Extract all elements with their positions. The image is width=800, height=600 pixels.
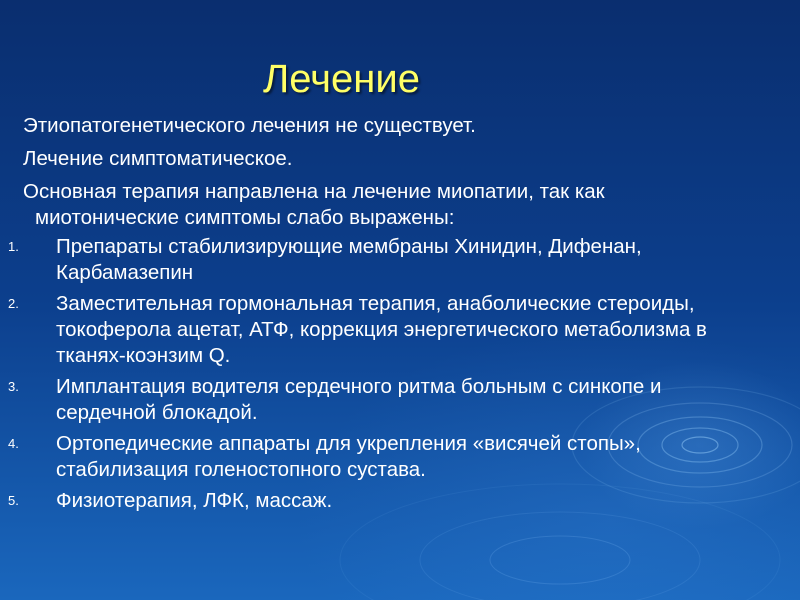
intro-paragraph: Лечение симптоматическое. (23, 147, 293, 170)
list-item-number: 5. (8, 493, 19, 508)
list-item-text: Физиотерапия, ЛФК, массаж. (56, 489, 333, 512)
slide-title: Лечение (263, 57, 420, 101)
list-item-number: 4. (8, 436, 19, 451)
list-item-number: 1. (8, 239, 19, 254)
list-item-text: Ортопедические аппараты для укрепления «висячей стопы», стабилизация голеностопного сустава. (56, 432, 641, 481)
list-item (0, 488, 800, 514)
list-item (0, 374, 800, 426)
list-item-number: 3. (8, 379, 19, 394)
list-item (0, 431, 800, 483)
list-item-text: Имплантация водителя сердечного ритма больным с синкопе и сердечной блокадой. (56, 375, 662, 424)
list-item (0, 234, 800, 286)
list-item (0, 291, 800, 369)
slide-body (0, 113, 800, 519)
list-item-number: 2. (8, 296, 19, 311)
treatment-list (0, 234, 800, 514)
intro-paragraph: Основная терапия направлена на лечение миопатии, так как миотонические симптомы слабо выражены: (23, 180, 605, 229)
list-item-text: Заместительная гормональная терапия, анаболические стероиды, токоферола ацетат, АТФ, коррекция энергетического метаболизма в тканях-коэнзим Q. (56, 292, 707, 367)
list-item-text: Препараты стабилизирующие мембраны Хинидин, Дифенан, Карбамазепин (56, 235, 642, 284)
intro-paragraph: Этиопатогенетического лечения не существует. (23, 114, 476, 137)
